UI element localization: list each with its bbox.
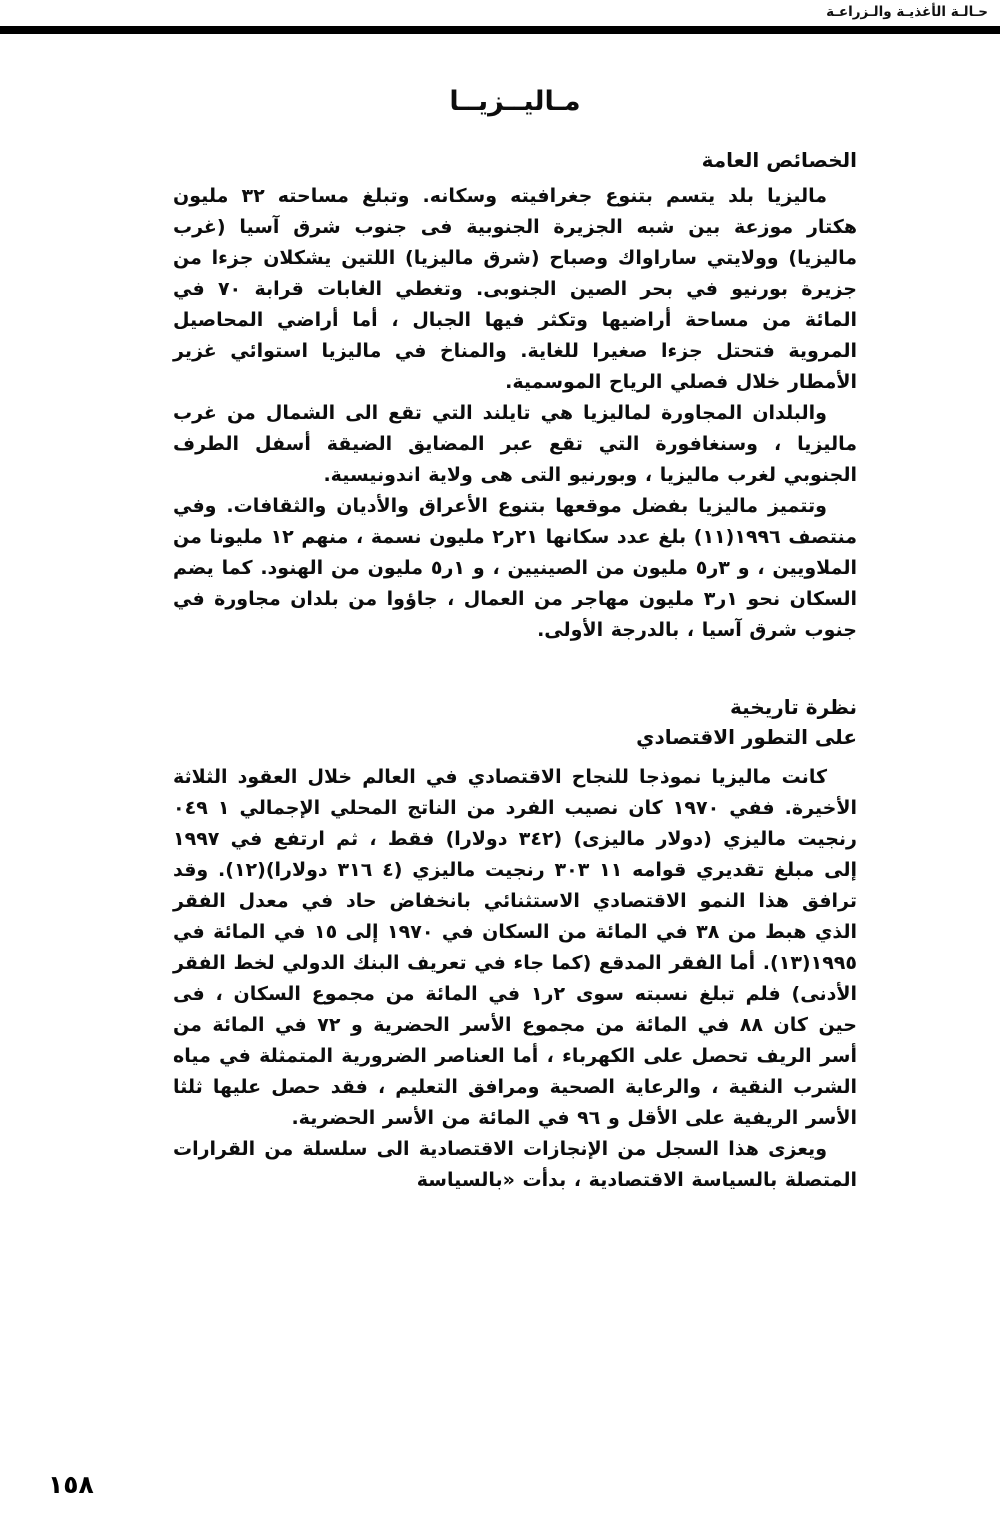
section-heading-general-characteristics: الخصائص العامة	[701, 148, 857, 172]
paragraph: ماليزيا بلد يتسم بتنوع جغرافيته وسكانه. وتبلغ مساحته ٣٢ مليون هكتار موزعة بين شبه الجزيرة الجنوبية فى جنوب شرق آسيا (غرب ماليزيا) وولايتي ساراواك وصباح (شرق ماليزيا) اللتين يشكلان جزءا من جزيرة بورنيو في بحر الصين الجنوبى. وتغطي الغابات قرابة ٧٠ في المائة من مساحة أراضيها وتكثر فيها الجبال ، أما أراضي المحاصيل المروية فتحتل جزءا صغيرا للغاية. والمناخ في ماليزيا استوائي غزير الأمطار خلال فصلي الرياح الموسمية.	[173, 185, 857, 393]
paragraph: والبلدان المجاورة لماليزيا هي تايلند التي تقع الى الشمال من غرب ماليزيا ، وسنغافورة التي تقع عبر المضايق الضيقة أسفل الطرف الجنوبي لغرب ماليزيا ، وبورنيو التى هى ولاية اندونيسية.	[173, 402, 857, 486]
running-header: حـالـة الأغذيـة والـزراعـة	[826, 4, 988, 20]
section-heading-line-2: على التطور الاقتصادي	[636, 725, 857, 749]
page-number: ١٥٨	[48, 1470, 94, 1499]
section-heading-line-1: نظرة تاريخية	[730, 695, 857, 719]
paragraph: ويعزى هذا السجل من الإنجازات الاقتصادية الى سلسلة من القرارات المتصلة بالسياسة الاقتصادية ، بدأت «بالسياسة	[173, 1138, 857, 1191]
article-body	[173, 76, 857, 1196]
page-title: مـاليــزيــا	[449, 86, 581, 117]
paragraph: وتتميز ماليزيا بفضل موقعها بتنوع الأعراق والأديان والثقافات. وفي منتصف ١٩٩٦(١١) بلغ عدد سكانها ٢١ر٢ مليون نسمة ، منهم ١٢ مليونا من الملاويين ، و ٣ر٥ مليون من الصينيين ، و ١ر٥ مليون من الهنود. كما يضم السكان نحو ١ر٣ مليون مهاجر من العمال ، جاؤوا من بلدان مجاورة في جنوب شرق آسيا ، بالدرجة الأولى.	[173, 495, 857, 641]
header-rule	[0, 26, 1000, 34]
section-heading-historical-overview	[173, 692, 857, 752]
paragraph: كانت ماليزيا نموذجا للنجاح الاقتصادي في العالم خلال العقود الثلاثة الأخيرة. ففي ١٩٧٠ كان نصيب الفرد من الناتج المحلي الإجمالي ١ ٠٤٩ رنجيت ماليزي (دولار ماليزى) (٣٤٢ دولارا) فقط ، ثم ارتفع في ١٩٩٧ إلى مبلغ تقديري قوامه ١١ ٣٠٣ رنجيت ماليزي (٤ ٣١٦ دولارا)(١٢). وقد ترافق هذا النمو الاقتصادي الاستثنائي بانخفاض حاد في معدل الفقر الذي هبط من ٣٨ في المائة من السكان في ١٩٧٠ إلى ١٥ في المائة في ١٩٩٥(١٣). أما الفقر المدقع (كما جاء في تعريف البنك الدولي لخط الفقر الأدنى) فلم تبلغ نسبته سوى ٢ر١ في المائة من مجموع السكان ، فى حين كان ٨٨ في المائة من مجموع الأسر الحضرية و ٧٢ في المائة من أسر الريف تحصل على الكهرباء ، أما العناصر الضرورية المتمثلة في مياه الشرب النقية ، والرعاية الصحية ومرافق التعليم ، فقد حصل عليها ثلثا الأسر الريفية على الأقل و ٩٦ في المائة من الأسر الحضرية.	[173, 766, 857, 1129]
